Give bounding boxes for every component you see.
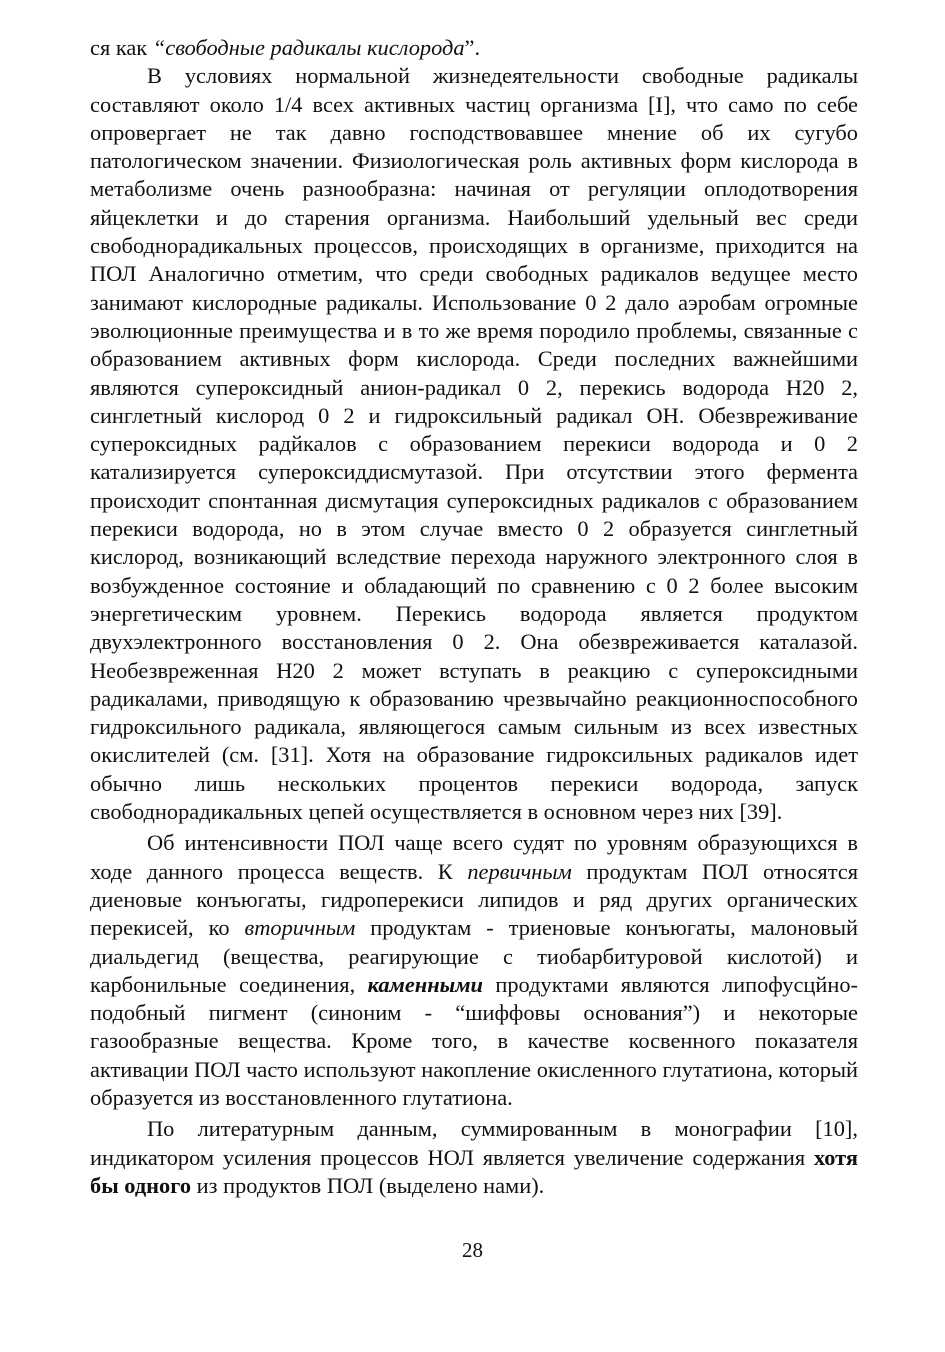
paragraph-continuation [90, 34, 858, 62]
paragraph-free-radicals: В условиях нормальной жизнедеятельности свободные радикалы составляют около 1/4 всех активных частиц организма [I], что само по себе опровергает не так давно господствовавшее мнение об их сугубо патологическом значении. Физиологическая роль активных форм кислорода в метаболизме очень разнообразна: начиная от регуляции оплодотворения яйцеклетки и до старения организма. Наибольший удельный вес среди свободнорадикальных процессов, происходящих в организме, приходится на ПОЛ Аналогично отметим, что среди свободных радикалов ведущее место занимают кислородные радикалы. Использование 0 2 дало аэробам огромные эволюционные преимущества и в то же время породило проблемы, связанные с образованием активных форм кислорода. Среди последних важнейшими являются супероксидный анион-радикал 0 2, перекись водорода Н20 2, синглетный кислород 0 2 и гидроксильный радикал ОН. Обезвреживание супероксидных радйкалов с образованием перекиси водорода и 0 2 катализируется супероксиддисмутазой. При отсутствии этого фермента происходит спонтанная дисмутация супероксидных радикалов с образованием перекиси водорода, но в этом случае вместо 0 2 образуется синглетный кислород, возникающий вследствие перехода наружного электронного слоя в возбужденное состояние и обладающий по сравнению с 0 2 более высоким энергетическим уровнем. Перекись водорода является продуктом двухэлектронного восстановления 0 2. Она обезвреживается каталазой. Необезвреженная Н20 2 может вступать в реакцию с супероксидными радикалами, приводящую к образованию чрезвычайно реакционноспособного гидроксильного радикала, являющегося самым сильным из всех известных окислителей (см. [31]. Хотя на образование гидроксильных радикалов идет обычно лишь нескольких процентов перекиси водорода, запуск свободнорадикальных цепей осуществляется в основном через них [39]. [90, 63, 858, 825]
bold-phrase: хотя бы одного [90, 1144, 858, 1198]
text-run: продуктами являются липофусцйно-подобный пигмент (синоним - “шиффовы основания”) и некоторые газообразные вещества. Кроме того, в качестве косвенного показателя активации ПОЛ часто используют накопление окисленного глутатиона, который образуется из восстановленного глутатиона. [90, 971, 858, 1110]
page-body [90, 34, 858, 1200]
page-number: 28 [462, 1238, 483, 1262]
text-run: Об интенсивности ПОЛ чаще всего судят по уровням образующихся в ходе данного процесса веществ. К [90, 830, 858, 884]
italic-term-primary: первичным [467, 858, 572, 884]
italic-term-secondary: вторичным [244, 915, 356, 941]
text-run: продуктам - триеновые конъюгаты, малоновый диальдегид (вещества, реагирующие с тиобарбитуровой кислотой) и карбонильные соединения, [90, 915, 859, 997]
text-run: ”. [464, 35, 481, 60]
paragraph-pol-products [90, 829, 858, 1112]
text-run: из продуктов ПОЛ (выделено нами). [191, 1172, 545, 1198]
text-run: ся как [90, 35, 153, 60]
italic-phrase: “свободные радикалы кислорода [152, 35, 465, 60]
text-run: продуктам ПОЛ относятся диеновые конъюгаты, гидроперекиси липидов и ряд других органических перекисей, ко [90, 858, 858, 941]
text-run: По литературным данным, суммированным в монографии [10], индикатором усиления процессов НОЛ является увеличение содержания [90, 1116, 858, 1170]
bold-italic-term: каменными [367, 971, 483, 997]
paragraph-literature [90, 1115, 858, 1200]
